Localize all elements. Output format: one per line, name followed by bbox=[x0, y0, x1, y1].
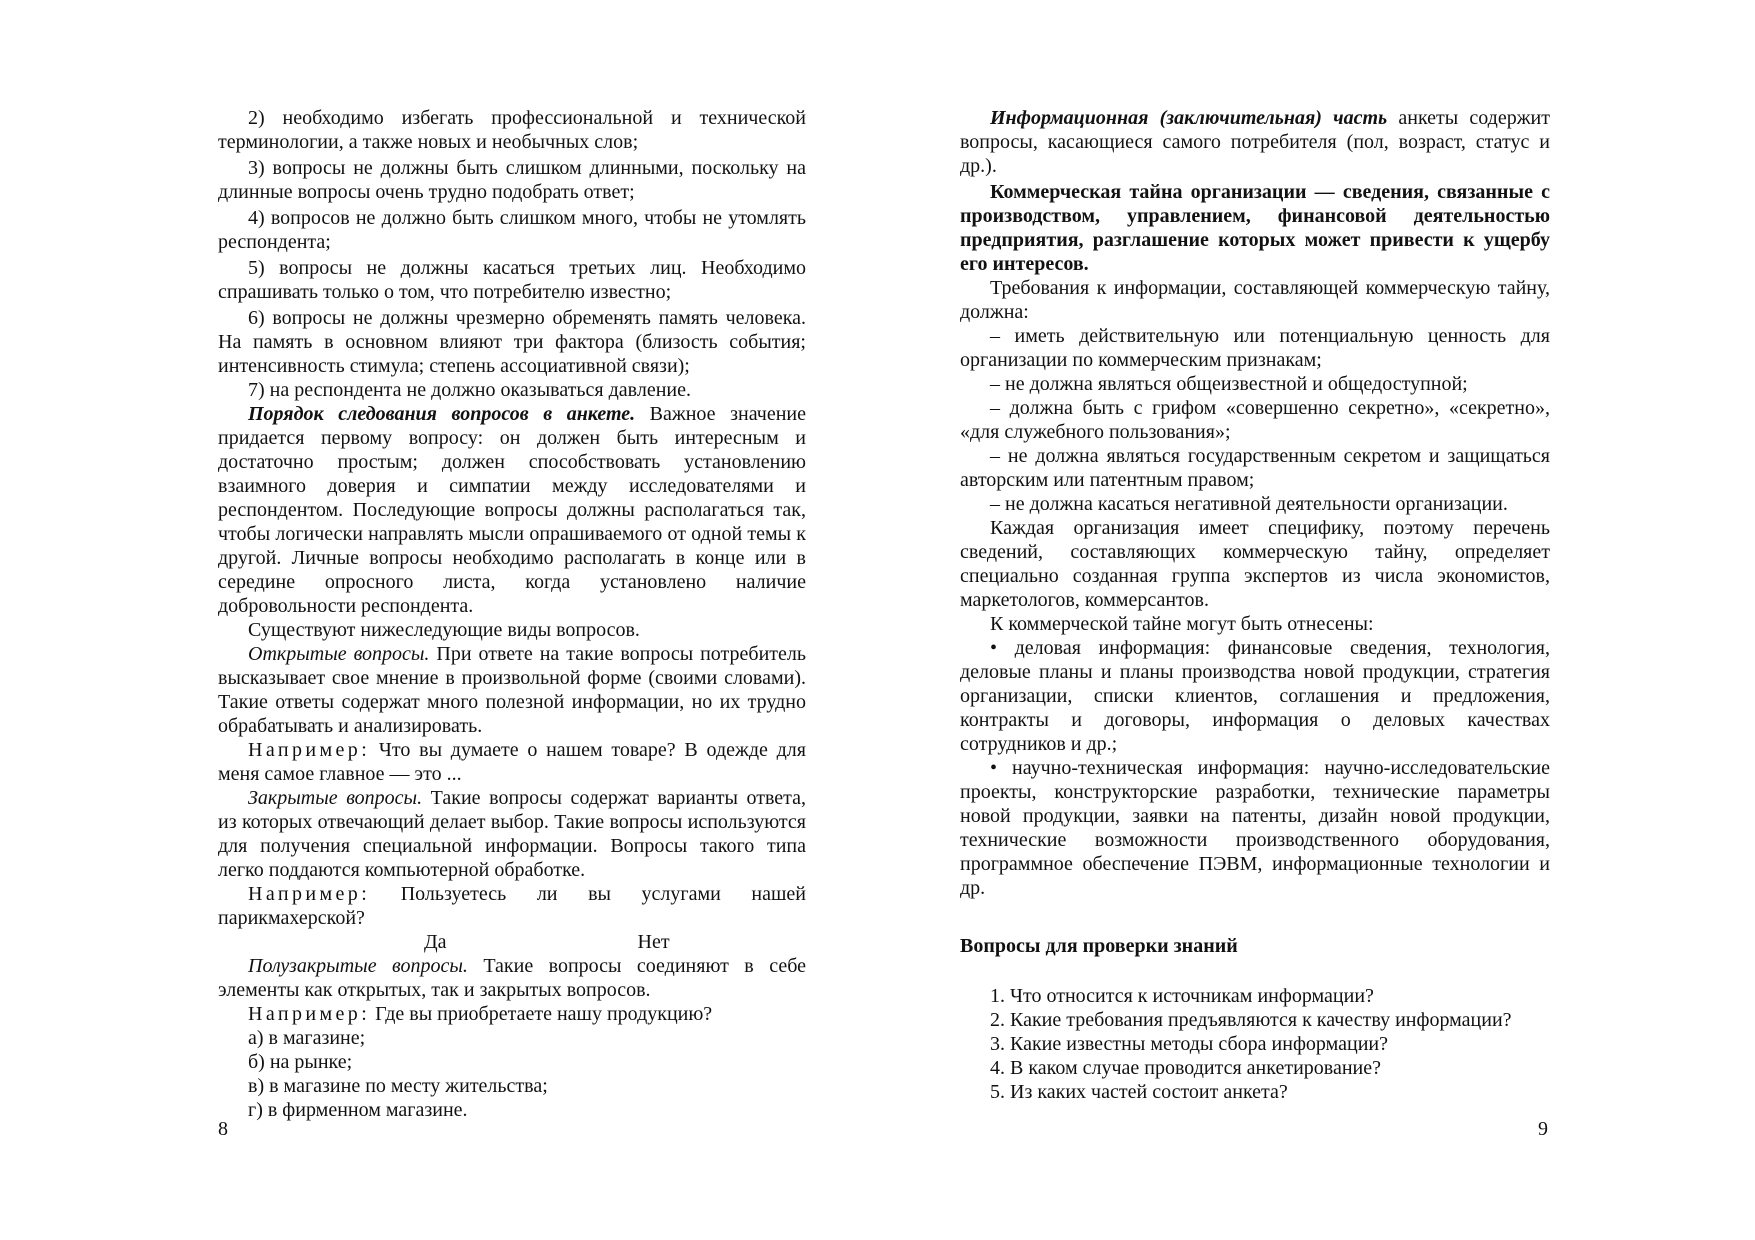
bullet-item: • научно-техническая информация: научно-исследовательские проекты, конструкторские разработки, технические параметры новой продукции, заявки на патенты, дизайн новой продукции, технические возможности производственного оборудования, программное обеспечение ПЭВМ, информационные технологии и др. bbox=[960, 757, 1550, 899]
requirement-item: – не должна являться государственным секретом и защищаться авторским или патентным правом; bbox=[960, 445, 1550, 491]
example-text: Что вы думаете о нашем товаре? В одежде для меня самое главное — это ... bbox=[218, 739, 806, 785]
example-label: Например: bbox=[248, 739, 371, 761]
left-page-text bbox=[218, 106, 806, 1122]
questions-list bbox=[960, 984, 1550, 1104]
order-title: Порядок следования вопросов в анкете. bbox=[248, 403, 636, 425]
paragraph: 7) на респондента не должно оказываться давление. bbox=[248, 379, 691, 401]
definition-paragraph: Коммерческая тайна организации — сведения, связанные с производством, управлением, финансовой деятельностью предприятия, разглашение которых может привести к ущербу его интересов. bbox=[960, 181, 1550, 275]
option-item: б) на рынке; bbox=[248, 1051, 353, 1073]
question-item: 1. Что относится к источникам информации? bbox=[990, 985, 1374, 1007]
closed-questions-paragraph bbox=[218, 786, 806, 882]
example-label: Например: bbox=[248, 1003, 371, 1025]
example-paragraph bbox=[218, 882, 806, 930]
requirement-item: – иметь действительную или потенциальную ценность для организации по коммерческим признакам; bbox=[960, 325, 1550, 371]
example-label: Например: bbox=[248, 883, 371, 905]
semi-title: Полузакрытые вопросы. bbox=[248, 955, 468, 977]
info-text: анкеты содержит вопросы, касающиеся самого потребителя (пол, возраст, статус и др.). bbox=[960, 107, 1550, 177]
option-item: в) в магазине по месту жительства; bbox=[248, 1075, 548, 1097]
requirement-item: – не должна являться общеизвестной и общедоступной; bbox=[990, 373, 1468, 395]
paragraph: 6) вопросы не должны чрезмерно обременять память человека. На память в основном влияют три фактора (близость события; интенсивность стимула; степень ассоциативной связи); bbox=[218, 307, 806, 377]
open-text: При ответе на такие вопросы потребитель высказывает свое мнение в произвольной форме (своими словами). Такие ответы содержат много полезной информации, но их трудно обрабатывать и анализировать. bbox=[218, 643, 806, 737]
requirement-item: – должна быть с грифом «совершенно секретно», «секретно», «для служебного пользования»; bbox=[960, 397, 1550, 443]
question-item: 3. Какие известны методы сбора информации? bbox=[990, 1033, 1388, 1055]
answer-yes: Да bbox=[424, 931, 447, 953]
paragraph: 5) вопросы не должны касаться третьих лиц. Необходимо спрашивать только о том, что потребителю известно; bbox=[218, 257, 806, 303]
page-number-left: 8 bbox=[218, 1118, 228, 1140]
paragraph: Существуют нижеследующие виды вопросов. bbox=[248, 619, 640, 641]
answer-choices bbox=[218, 930, 806, 954]
paragraph: 3) вопросы не должны быть слишком длинными, поскольку на длинные вопросы очень трудно подобрать ответ; bbox=[218, 157, 806, 203]
paragraph: 2) необходимо избегать профессиональной и технической терминологии, а также новых и необычных слов; bbox=[218, 107, 806, 153]
open-questions-paragraph bbox=[218, 642, 806, 738]
closed-title: Закрытые вопросы. bbox=[248, 787, 423, 809]
example-paragraph bbox=[218, 738, 806, 786]
option-item: а) в магазине; bbox=[248, 1027, 366, 1049]
order-paragraph bbox=[218, 402, 806, 618]
example-text: Пользуетесь ли вы услугами нашей парикмахерской? bbox=[218, 883, 806, 929]
example-paragraph bbox=[218, 1002, 806, 1026]
requirement-item: – не должна касаться негативной деятельности организации. bbox=[990, 493, 1508, 515]
paragraph: Требования к информации, составляющей коммерческую тайну, должна: bbox=[960, 277, 1550, 323]
paragraph: 4) вопросов не должно быть слишком много, чтобы не утомлять респондента; bbox=[218, 207, 806, 253]
example-text: Где вы приобретаете нашу продукцию? bbox=[370, 1003, 713, 1025]
right-page-text bbox=[960, 106, 1550, 1104]
info-title: Информационная (заключительная) часть bbox=[990, 107, 1388, 129]
paragraph: К коммерческой тайне могут быть отнесены: bbox=[990, 613, 1374, 635]
info-paragraph bbox=[960, 106, 1550, 178]
questions-heading: Вопросы для проверки знаний bbox=[960, 935, 1238, 957]
bullet-item: • деловая информация: финансовые сведения, технология, деловые планы и планы производства новой продукции, стратегия организации, списки клиентов, соглашения и предложения, контракты и договоры, информация о деловых качествах сотрудников и др.; bbox=[960, 637, 1550, 755]
semi-closed-paragraph bbox=[218, 954, 806, 1002]
order-text: Важное значение придается первому вопросу: он должен быть интересным и достаточно простым; должен способствовать установлению взаимного доверия и симпатии между исследователями и респондентом. Последующие вопросы должны располагаться так, чтобы логически направлять мысли опрашиваемого от одной темы к другой. Личные вопросы необходимо располагать в конце или в середине опросного листа, когда установлено наличие добровольности респондента. bbox=[218, 403, 806, 617]
answer-no: Нет bbox=[637, 931, 670, 953]
question-item: 4. В каком случае проводится анкетирование? bbox=[990, 1057, 1381, 1079]
option-item: г) в фирменном магазине. bbox=[248, 1099, 468, 1121]
closed-text: Такие вопросы содержат варианты ответа, из которых отвечающий делает выбор. Такие вопросы используются для получения специальной информации. Вопросы такого типа легко поддаются компьютерной обработке. bbox=[218, 787, 807, 881]
question-item: 2. Какие требования предъявляются к качеству информации? bbox=[990, 1009, 1512, 1031]
page-number-right: 9 bbox=[1538, 1118, 1548, 1140]
paragraph: Каждая организация имеет специфику, поэтому перечень сведений, составляющих коммерческую тайну, определяет специально созданная группа экспертов из числа экономистов, маркетологов, коммерсантов. bbox=[960, 517, 1550, 611]
question-item: 5. Из каких частей состоит анкета? bbox=[990, 1081, 1288, 1103]
semi-text: Такие вопросы соединяют в себе элементы как открытых, так и закрытых вопросов. bbox=[218, 955, 806, 1001]
open-title: Открытые вопросы. bbox=[248, 643, 430, 665]
